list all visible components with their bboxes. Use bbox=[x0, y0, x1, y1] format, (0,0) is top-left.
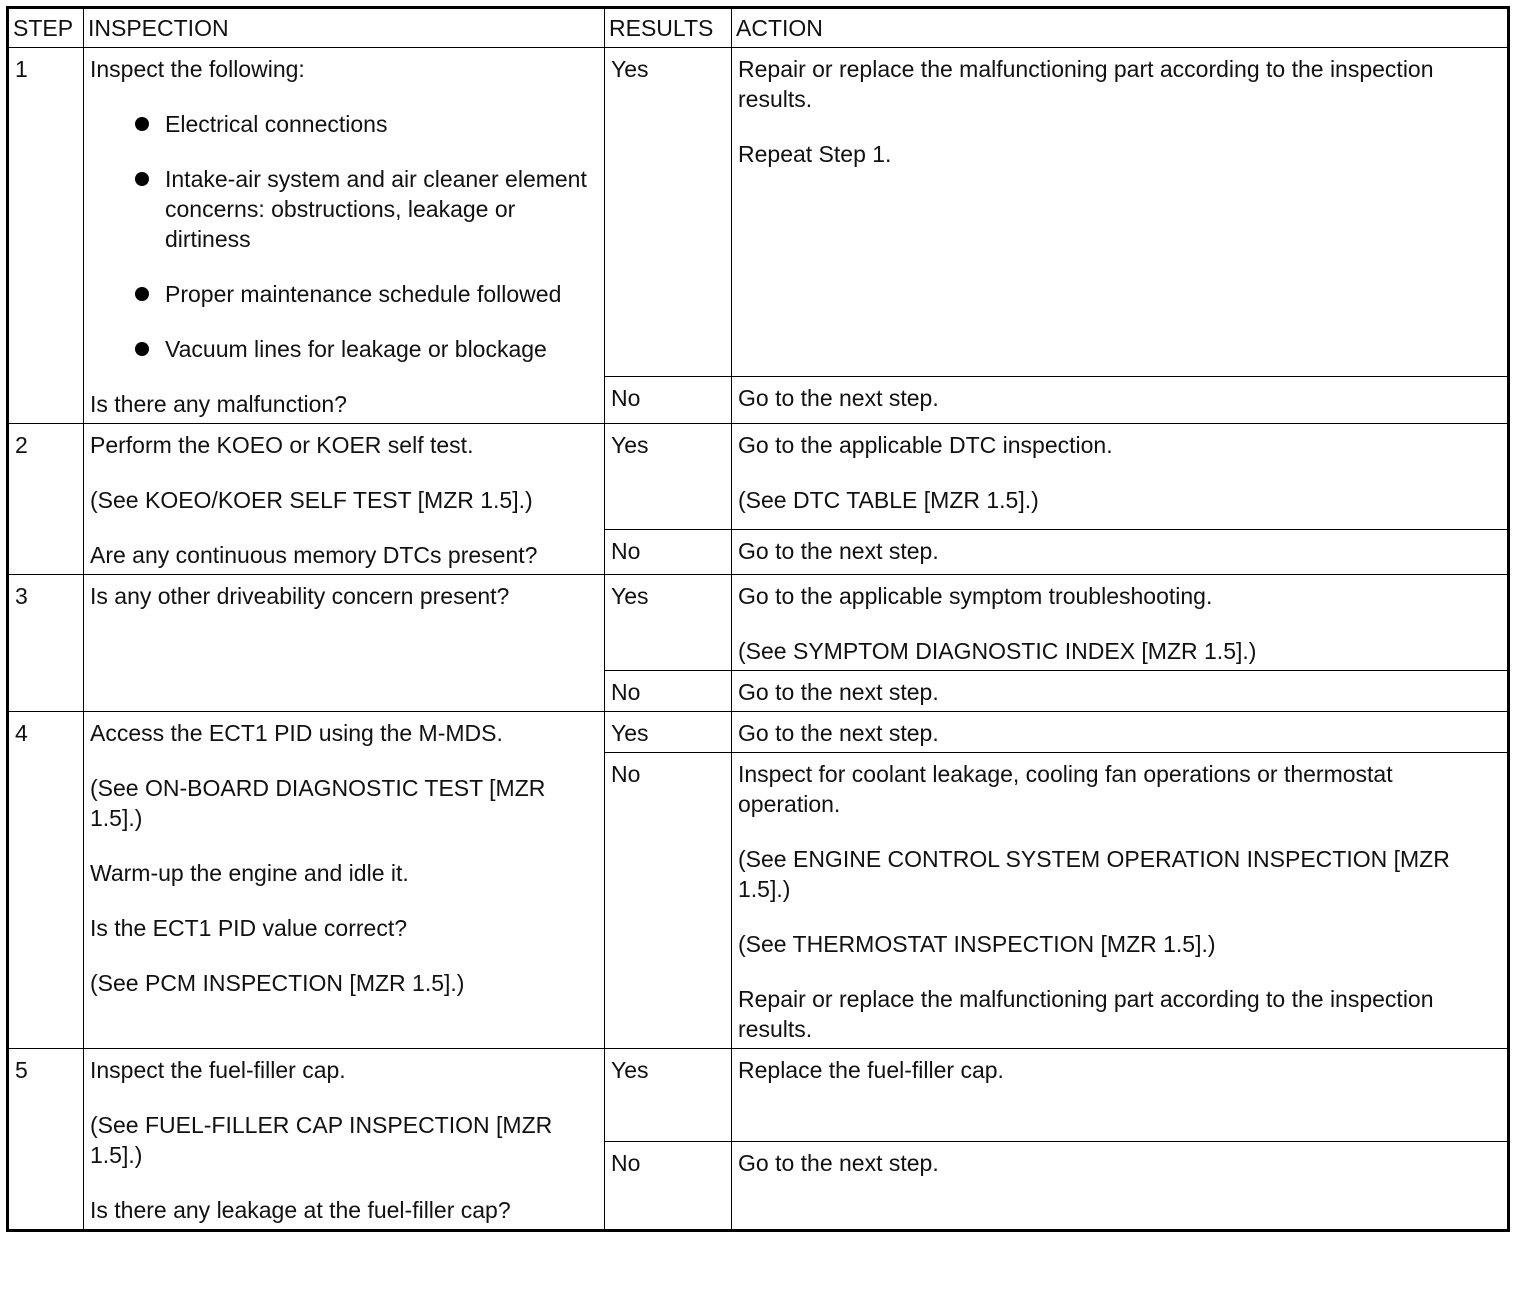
action-cell bbox=[732, 575, 1509, 671]
inspection-line: Inspect the fuel-filler cap. bbox=[90, 1057, 346, 1083]
header-row bbox=[8, 8, 1509, 48]
bullet-text: Electrical connections bbox=[165, 111, 388, 137]
step-1-yes-row bbox=[8, 48, 1509, 377]
bullet-icon bbox=[135, 172, 149, 186]
result-yes: Yes bbox=[605, 48, 732, 377]
inspection-line: Warm-up the engine and idle it. bbox=[90, 860, 409, 886]
step-number: 4 bbox=[8, 712, 84, 1049]
step-3-yes-row bbox=[8, 575, 1509, 671]
action-line: Repair or replace the malfunctioning part according to the inspection results. bbox=[738, 56, 1434, 112]
troubleshooting-table-wrapper bbox=[6, 6, 1507, 1232]
action-line: Go to the applicable DTC inspection. bbox=[738, 432, 1113, 458]
inspection-cell bbox=[84, 1049, 605, 1231]
bullet-text: Proper maintenance schedule followed bbox=[165, 281, 562, 307]
result-no: No bbox=[605, 377, 732, 424]
result-no: No bbox=[605, 529, 732, 574]
bullet-text: Vacuum lines for leakage or blockage bbox=[165, 336, 547, 362]
step-number: 1 bbox=[8, 48, 84, 424]
action-line: (See ENGINE CONTROL SYSTEM OPERATION INSPECTION [MZR 1.5].) bbox=[738, 846, 1450, 902]
action-line: Go to the next step. bbox=[738, 679, 939, 705]
step-number: 3 bbox=[8, 575, 84, 712]
action-cell bbox=[732, 753, 1509, 1049]
inspection-line: (See FUEL-FILLER CAP INSPECTION [MZR 1.5].) bbox=[90, 1112, 553, 1168]
inspection-line: (See KOEO/KOER SELF TEST [MZR 1.5].) bbox=[90, 487, 533, 513]
result-no: No bbox=[605, 1142, 732, 1231]
header-results: RESULTS bbox=[605, 8, 732, 48]
action-line: Inspect for coolant leakage, cooling fan operations or thermostat operation. bbox=[738, 761, 1393, 817]
inspection-line: Is there any leakage at the fuel-filler cap? bbox=[90, 1197, 511, 1223]
inspection-bullet-list bbox=[90, 109, 598, 364]
troubleshooting-table bbox=[6, 6, 1510, 1232]
inspection-line: Is the ECT1 PID value correct? bbox=[90, 915, 408, 941]
header-step: STEP bbox=[8, 8, 84, 48]
action-cell bbox=[732, 671, 1509, 712]
bullet-icon bbox=[135, 117, 149, 131]
bullet-item bbox=[135, 109, 598, 139]
action-line: (See THERMOSTAT INSPECTION [MZR 1.5].) bbox=[738, 931, 1216, 957]
inspection-question: Is there any malfunction? bbox=[90, 391, 347, 417]
inspection-cell bbox=[84, 424, 605, 575]
inspection-line: (See PCM INSPECTION [MZR 1.5].) bbox=[90, 970, 465, 996]
bullet-text: Intake-air system and air cleaner element concerns: obstructions, leakage or dirtiness bbox=[165, 166, 587, 252]
action-line: Replace the fuel-filler cap. bbox=[738, 1057, 1004, 1083]
result-no: No bbox=[605, 753, 732, 1049]
inspection-line: Inspect the following: bbox=[90, 56, 305, 82]
result-no: No bbox=[605, 671, 732, 712]
inspection-cell bbox=[84, 712, 605, 1049]
inspection-line: Is any other driveability concern present? bbox=[90, 583, 510, 609]
step-number: 5 bbox=[8, 1049, 84, 1231]
result-yes: Yes bbox=[605, 1049, 732, 1142]
bullet-item bbox=[135, 334, 598, 364]
inspection-line: Access the ECT1 PID using the M-MDS. bbox=[90, 720, 503, 746]
result-yes: Yes bbox=[605, 424, 732, 530]
action-line: Go to the next step. bbox=[738, 537, 939, 564]
header-action: ACTION bbox=[732, 8, 1509, 48]
bullet-item bbox=[135, 279, 598, 309]
action-line: (See SYMPTOM DIAGNOSTIC INDEX [MZR 1.5].) bbox=[738, 638, 1257, 664]
bullet-icon bbox=[135, 287, 149, 301]
step-4-yes-row bbox=[8, 712, 1509, 753]
step-number: 2 bbox=[8, 424, 84, 575]
result-yes: Yes bbox=[605, 575, 732, 671]
bullet-icon bbox=[135, 342, 149, 356]
action-line: Repair or replace the malfunctioning part according to the inspection results. bbox=[738, 986, 1434, 1042]
action-line: Go to the next step. bbox=[738, 385, 939, 411]
action-cell bbox=[732, 1049, 1509, 1142]
step-5-yes-row bbox=[8, 1049, 1509, 1142]
inspection-line: Perform the KOEO or KOER self test. bbox=[90, 432, 474, 458]
inspection-cell bbox=[84, 48, 605, 424]
inspection-line: Are any continuous memory DTCs present? bbox=[90, 542, 538, 568]
action-cell bbox=[732, 529, 1509, 574]
action-line: Go to the next step. bbox=[738, 1150, 939, 1176]
bullet-item bbox=[135, 164, 598, 254]
action-cell bbox=[732, 377, 1509, 424]
action-line: (See DTC TABLE [MZR 1.5].) bbox=[738, 487, 1039, 513]
action-cell bbox=[732, 1142, 1509, 1231]
action-line: Go to the next step. bbox=[738, 720, 939, 746]
inspection-line: (See ON-BOARD DIAGNOSTIC TEST [MZR 1.5].) bbox=[90, 775, 546, 831]
header-inspection: INSPECTION bbox=[84, 8, 605, 48]
result-yes: Yes bbox=[605, 712, 732, 753]
step-2-yes-row bbox=[8, 424, 1509, 530]
action-line: Repeat Step 1. bbox=[738, 141, 892, 167]
action-line: Go to the applicable symptom troubleshooting. bbox=[738, 583, 1213, 609]
action-cell bbox=[732, 424, 1509, 530]
inspection-cell bbox=[84, 575, 605, 712]
action-cell bbox=[732, 712, 1509, 753]
action-cell bbox=[732, 48, 1509, 377]
